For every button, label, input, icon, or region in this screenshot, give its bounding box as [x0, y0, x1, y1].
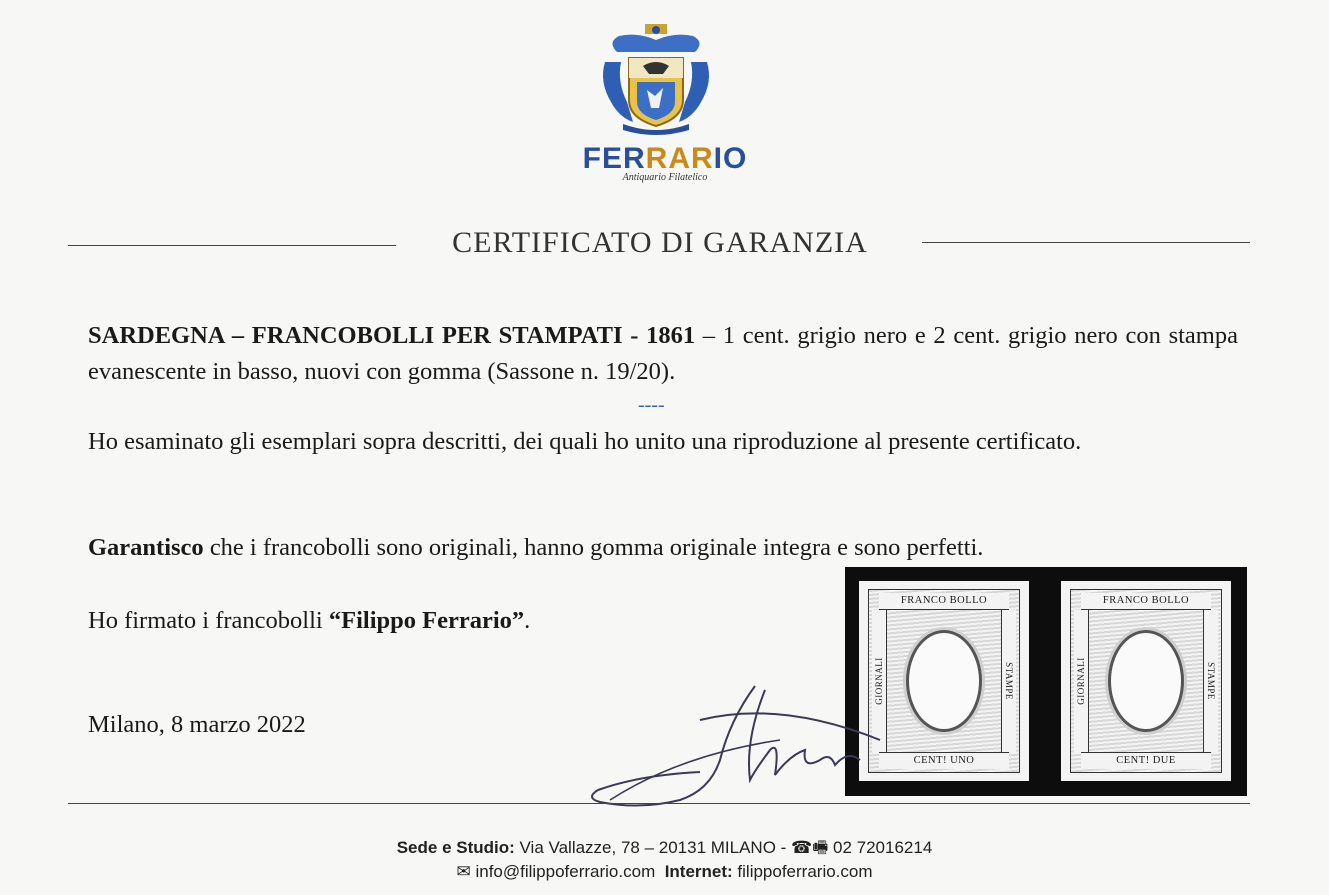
- signed-paragraph: [88, 603, 788, 639]
- brand-part-1: FER: [582, 142, 646, 175]
- guarantee-lead: Garantisco: [88, 534, 204, 561]
- footer-studio-label: Sede e Studio:: [396, 838, 515, 857]
- phone-fax-icon: ☎🖷: [791, 838, 829, 857]
- description-paragraph: [88, 318, 1238, 390]
- mail-icon: ✉: [456, 862, 471, 881]
- footer-contact-line: [0, 862, 1329, 882]
- stamp-oval: [1108, 630, 1184, 732]
- stamp-top-label: FRANCO BOLLO: [879, 593, 1009, 610]
- stamp-oval: [906, 630, 982, 732]
- place-date: Milano, 8 marzo 2022: [88, 711, 306, 738]
- description-lead: SARDEGNA – FRANCOBOLLI PER STAMPATI - 1861: [88, 322, 696, 349]
- stamp-left-label: GIORNALI: [874, 657, 884, 705]
- stamp-left-label: GIORNALI: [1076, 657, 1086, 705]
- signed-prefix: Ho firmato i francobolli: [88, 607, 329, 634]
- certificate-title: CERTIFICATO DI GARANZIA: [452, 226, 868, 259]
- examination-paragraph: Ho esaminato gli esemplari sopra descritti, dei quali ho unito una riproduzione al presente certificato.: [88, 428, 1082, 455]
- section-separator: ----: [638, 394, 665, 416]
- footer-address: Via Vallazze, 78 – 20131 MILANO -: [514, 838, 792, 857]
- footer-rule: [68, 803, 1250, 804]
- brand-tagline: Antiquario Filatelico: [622, 172, 708, 183]
- brand-part-3: IO: [713, 142, 748, 175]
- stamp-bottom-label: CENT! DUE: [1081, 752, 1211, 769]
- description-text: – 1 cent. grigio nero e 2 cent. grigio nero con stampa evanescente in basso, nuovi con gomma (Sassone n. 19/20).: [88, 322, 1238, 385]
- title-rule-right: [922, 242, 1250, 243]
- handwritten-signature: [580, 680, 910, 815]
- footer-website[interactable]: filippoferrario.com: [732, 862, 873, 881]
- footer-address-line: [0, 835, 1329, 864]
- stamp-right-label: STAMPE: [1206, 662, 1216, 700]
- signed-name: “Filippo Ferrario”: [328, 607, 525, 634]
- footer-phone: 02 72016214: [828, 838, 933, 857]
- title-rule-left: [68, 245, 396, 246]
- stamp-right-label: STAMPE: [1004, 662, 1014, 700]
- crest-logo: [597, 22, 715, 137]
- signed-suffix: .: [524, 607, 531, 634]
- stamp-top-label: FRANCO BOLLO: [1081, 593, 1211, 610]
- footer-email[interactable]: info@filippoferrario.com: [470, 862, 656, 881]
- stamp-bottom-label: CENT! UNO: [879, 752, 1009, 769]
- footer-internet-label: Internet:: [664, 862, 733, 881]
- stamp-2-cent: [1061, 581, 1231, 781]
- brand-part-2: RAR: [645, 142, 714, 175]
- guarantee-text: che i francobolli sono originali, hanno gomma originale integra e sono perfetti.: [203, 534, 984, 561]
- brand-name: [540, 142, 790, 176]
- guarantee-paragraph: [88, 530, 1238, 566]
